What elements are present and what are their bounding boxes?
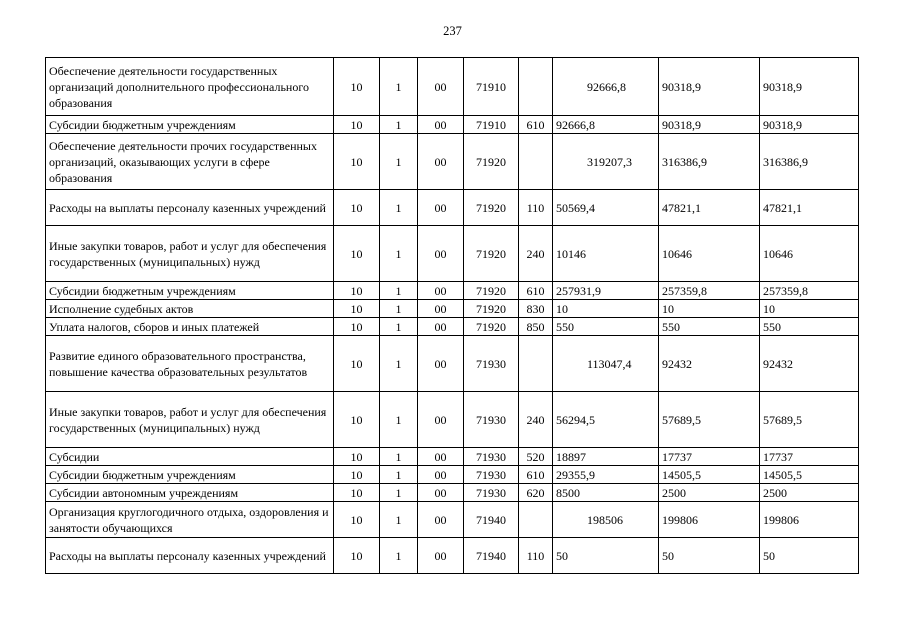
code-subsection: 1 <box>380 484 418 502</box>
code-section: 10 <box>334 466 380 484</box>
row-name: Расходы на выплаты персоналу казенных учреждений <box>46 538 334 574</box>
table-row <box>46 134 859 190</box>
code-section: 10 <box>334 448 380 466</box>
amount-year-2: 50 <box>659 538 760 574</box>
amount-year-1: 18897 <box>553 448 659 466</box>
page-number: 237 <box>443 24 462 38</box>
code-subsection: 1 <box>380 318 418 336</box>
code-program: 00 <box>418 466 464 484</box>
amount-year-3: 92432 <box>760 336 859 392</box>
code-subsection: 1 <box>380 538 418 574</box>
code-subsection: 1 <box>380 392 418 448</box>
row-name: Обеспечение деятельности прочих государственных организаций, оказывающих услуги в сфере образования <box>46 134 334 190</box>
amount-year-2: 47821,1 <box>659 190 760 226</box>
code-program: 00 <box>418 318 464 336</box>
row-name: Субсидии бюджетным учреждениям <box>46 116 334 134</box>
amount-year-2: 199806 <box>659 502 760 538</box>
row-name: Субсидии автономным учреждениям <box>46 484 334 502</box>
amount-year-2: 316386,9 <box>659 134 760 190</box>
amount-year-1: 50569,4 <box>553 190 659 226</box>
row-name: Обеспечение деятельности государственных организаций дополнительного профессионального образования <box>46 58 334 116</box>
code-subsection: 1 <box>380 336 418 392</box>
code-program: 00 <box>418 226 464 282</box>
code-expense-type: 610 <box>519 116 553 134</box>
row-name: Субсидии <box>46 448 334 466</box>
table-row <box>46 538 859 574</box>
table-row <box>46 466 859 484</box>
table-row <box>46 502 859 538</box>
code-subsection: 1 <box>380 502 418 538</box>
amount-year-1: 257931,9 <box>553 282 659 300</box>
code-expense-type: 830 <box>519 300 553 318</box>
table-row <box>46 484 859 502</box>
amount-year-3: 10 <box>760 300 859 318</box>
amount-year-1: 29355,9 <box>553 466 659 484</box>
table-body <box>46 58 859 574</box>
code-program: 00 <box>418 300 464 318</box>
amount-year-2: 92432 <box>659 336 760 392</box>
code-program: 00 <box>418 58 464 116</box>
row-name: Субсидии бюджетным учреждениям <box>46 282 334 300</box>
code-section: 10 <box>334 392 380 448</box>
amount-year-2: 550 <box>659 318 760 336</box>
code-target: 71920 <box>464 318 519 336</box>
amount-year-2: 90318,9 <box>659 58 760 116</box>
amount-year-1: 550 <box>553 318 659 336</box>
amount-year-3: 47821,1 <box>760 190 859 226</box>
code-section: 10 <box>334 116 380 134</box>
code-target: 71920 <box>464 282 519 300</box>
amount-year-3: 90318,9 <box>760 116 859 134</box>
code-target: 71910 <box>464 116 519 134</box>
amount-year-3: 17737 <box>760 448 859 466</box>
code-subsection: 1 <box>380 190 418 226</box>
table-row <box>46 318 859 336</box>
code-subsection: 1 <box>380 282 418 300</box>
code-target: 71940 <box>464 538 519 574</box>
code-section: 10 <box>334 502 380 538</box>
row-name: Организация круглогодичного отдыха, оздоровления и занятости обучающихся <box>46 502 334 538</box>
code-program: 00 <box>418 538 464 574</box>
code-expense-type <box>519 336 553 392</box>
code-target: 71920 <box>464 134 519 190</box>
code-target: 71920 <box>464 190 519 226</box>
code-expense-type: 240 <box>519 226 553 282</box>
code-expense-type <box>519 502 553 538</box>
code-expense-type: 610 <box>519 466 553 484</box>
table-row <box>46 300 859 318</box>
code-section: 10 <box>334 484 380 502</box>
code-section: 10 <box>334 226 380 282</box>
code-expense-type <box>519 58 553 116</box>
amount-year-2: 257359,8 <box>659 282 760 300</box>
amount-year-2: 57689,5 <box>659 392 760 448</box>
row-name: Иные закупки товаров, работ и услуг для обеспечения государственных (муниципальных) нужд <box>46 226 334 282</box>
amount-year-1: 319207,3 <box>553 134 659 190</box>
amount-year-1: 92666,8 <box>553 116 659 134</box>
code-program: 00 <box>418 392 464 448</box>
code-target: 71920 <box>464 300 519 318</box>
amount-year-1: 8500 <box>553 484 659 502</box>
code-subsection: 1 <box>380 448 418 466</box>
row-name: Исполнение судебных актов <box>46 300 334 318</box>
table-row <box>46 282 859 300</box>
code-expense-type: 240 <box>519 392 553 448</box>
amount-year-2: 17737 <box>659 448 760 466</box>
code-section: 10 <box>334 300 380 318</box>
code-program: 00 <box>418 502 464 538</box>
code-program: 00 <box>418 448 464 466</box>
table-row <box>46 392 859 448</box>
code-program: 00 <box>418 484 464 502</box>
amount-year-1: 50 <box>553 538 659 574</box>
code-target: 71930 <box>464 392 519 448</box>
code-subsection: 1 <box>380 134 418 190</box>
code-program: 00 <box>418 134 464 190</box>
code-section: 10 <box>334 318 380 336</box>
amount-year-1: 10 <box>553 300 659 318</box>
code-section: 10 <box>334 190 380 226</box>
code-target: 71920 <box>464 226 519 282</box>
amount-year-3: 14505,5 <box>760 466 859 484</box>
code-expense-type: 110 <box>519 538 553 574</box>
code-program: 00 <box>418 190 464 226</box>
amount-year-2: 10646 <box>659 226 760 282</box>
amount-year-2: 90318,9 <box>659 116 760 134</box>
amount-year-2: 10 <box>659 300 760 318</box>
code-expense-type: 620 <box>519 484 553 502</box>
amount-year-1: 56294,5 <box>553 392 659 448</box>
code-section: 10 <box>334 134 380 190</box>
code-program: 00 <box>418 336 464 392</box>
code-target: 71930 <box>464 466 519 484</box>
code-subsection: 1 <box>380 466 418 484</box>
amount-year-1: 113047,4 <box>553 336 659 392</box>
code-section: 10 <box>334 538 380 574</box>
code-expense-type: 110 <box>519 190 553 226</box>
table-row <box>46 336 859 392</box>
amount-year-3: 50 <box>760 538 859 574</box>
code-section: 10 <box>334 336 380 392</box>
code-program: 00 <box>418 116 464 134</box>
code-target: 71930 <box>464 484 519 502</box>
code-subsection: 1 <box>380 58 418 116</box>
code-section: 10 <box>334 282 380 300</box>
code-expense-type <box>519 134 553 190</box>
row-name: Расходы на выплаты персоналу казенных учреждений <box>46 190 334 226</box>
code-target: 71940 <box>464 502 519 538</box>
budget-table <box>45 57 859 574</box>
row-name: Субсидии бюджетным учреждениям <box>46 466 334 484</box>
table-row <box>46 116 859 134</box>
table-row <box>46 58 859 116</box>
code-expense-type: 520 <box>519 448 553 466</box>
amount-year-3: 10646 <box>760 226 859 282</box>
amount-year-3: 90318,9 <box>760 58 859 116</box>
code-subsection: 1 <box>380 116 418 134</box>
amount-year-2: 14505,5 <box>659 466 760 484</box>
table-row <box>46 190 859 226</box>
amount-year-1: 198506 <box>553 502 659 538</box>
code-expense-type: 850 <box>519 318 553 336</box>
amount-year-3: 316386,9 <box>760 134 859 190</box>
amount-year-3: 57689,5 <box>760 392 859 448</box>
code-target: 71930 <box>464 448 519 466</box>
code-target: 71930 <box>464 336 519 392</box>
amount-year-3: 2500 <box>760 484 859 502</box>
row-name: Иные закупки товаров, работ и услуг для обеспечения государственных (муниципальных) нужд <box>46 392 334 448</box>
amount-year-1: 10146 <box>553 226 659 282</box>
amount-year-3: 257359,8 <box>760 282 859 300</box>
code-subsection: 1 <box>380 226 418 282</box>
amount-year-2: 2500 <box>659 484 760 502</box>
amount-year-3: 550 <box>760 318 859 336</box>
code-program: 00 <box>418 282 464 300</box>
code-section: 10 <box>334 58 380 116</box>
code-target: 71910 <box>464 58 519 116</box>
table-row <box>46 226 859 282</box>
amount-year-3: 199806 <box>760 502 859 538</box>
row-name: Развитие единого образовательного пространства, повышение качества образовательных результатов <box>46 336 334 392</box>
amount-year-1: 92666,8 <box>553 58 659 116</box>
row-name: Уплата налогов, сборов и иных платежей <box>46 318 334 336</box>
code-subsection: 1 <box>380 300 418 318</box>
code-expense-type: 610 <box>519 282 553 300</box>
table-row <box>46 448 859 466</box>
